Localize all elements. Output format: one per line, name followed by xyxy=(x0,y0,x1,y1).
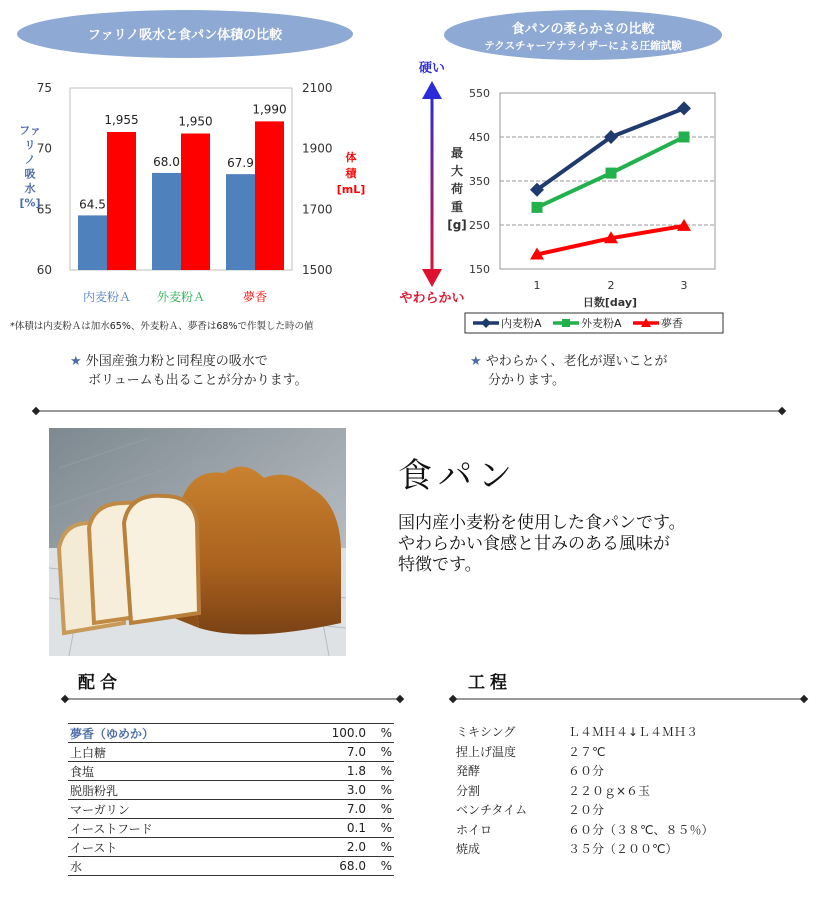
process-value: ２０分 xyxy=(568,803,605,818)
soft-label: やわらかい xyxy=(399,291,465,306)
recipe-ingredient: マーガリン xyxy=(68,800,304,819)
recipe-unit: % xyxy=(368,819,394,838)
process-row xyxy=(456,820,713,840)
arrow-down-icon xyxy=(422,269,442,287)
recipe-amount: 7.0 xyxy=(304,743,368,762)
recipe-unit: % xyxy=(368,857,394,876)
left-tick-label: 65 xyxy=(36,202,52,217)
legend-label: 外麦粉A xyxy=(581,317,622,330)
left-axis-label: ファ xyxy=(19,124,41,137)
recipe-row xyxy=(68,724,394,743)
data-point xyxy=(679,132,690,143)
category-label: 夢香 xyxy=(242,290,268,304)
recipe-unit: % xyxy=(368,762,394,781)
data-point xyxy=(677,101,691,115)
process-value: ６０分 xyxy=(568,764,605,779)
product-description-line-1: 国内産小麦粉を使用した食パンです。 xyxy=(398,513,686,533)
volume-data-label: 1,990 xyxy=(252,102,287,117)
left-tick-label: 70 xyxy=(36,141,52,156)
process-row xyxy=(456,800,713,820)
process-step: 発酵 xyxy=(456,764,481,779)
left-axis-label: リ xyxy=(24,138,36,152)
section-divider xyxy=(30,404,790,418)
right-note-line-1: やわらかく、老化が遅いことが xyxy=(485,354,668,369)
recipe-unit: % xyxy=(368,838,394,857)
recipe-row xyxy=(68,838,394,857)
right-tick-label: 1900 xyxy=(302,141,333,156)
bar-chart xyxy=(0,70,400,310)
y-axis-label: 重 xyxy=(450,200,464,214)
process-row xyxy=(456,742,713,762)
data-point xyxy=(532,202,543,213)
volume-bar xyxy=(255,121,284,270)
product-description xyxy=(398,513,686,576)
recipe-heading: 配合 xyxy=(78,673,122,693)
y-axis-label: 大 xyxy=(450,164,464,178)
legend-label: 夢香 xyxy=(661,317,683,330)
line-chart xyxy=(395,55,820,340)
recipe-ingredient: 夢香（ゆめか） xyxy=(68,724,304,743)
process-row xyxy=(456,761,713,781)
recipe-row xyxy=(68,800,394,819)
recipe-ingredient: 食塩 xyxy=(68,762,304,781)
x-tick-label: 2 xyxy=(607,279,615,292)
left-axis-label: 水 xyxy=(24,182,36,195)
bar-chart-title: ファリノ吸水と食パン体積の比較 xyxy=(87,28,283,43)
process-value: ６０分（３８℃、８５％） xyxy=(568,822,714,837)
left-note-line-2: ボリュームも出ることが分かります。 xyxy=(88,373,308,388)
process-value: Ｌ４ＭＨ４↓Ｌ４ＭＨ３ xyxy=(568,725,699,740)
recipe-amount: 0.1 xyxy=(304,819,368,838)
recipe-row xyxy=(68,857,394,876)
recipe-row xyxy=(68,781,394,800)
process-step: 捏上げ温度 xyxy=(456,744,517,759)
recipe-table xyxy=(68,723,394,876)
x-tick-label: 1 xyxy=(533,279,541,292)
recipe-ingredient: イーストフード xyxy=(68,819,304,838)
line-chart-title: 食パンの柔らかさの比較 xyxy=(511,22,655,37)
recipe-amount: 68.0 xyxy=(304,857,368,876)
y-tick-label: 450 xyxy=(469,131,490,144)
process-value: ２２０ｇ×６玉 xyxy=(568,783,651,798)
right-tick-label: 2100 xyxy=(302,81,333,95)
category-label: 内麦粉Ａ xyxy=(82,290,132,304)
right-note-line-2: 分かります。 xyxy=(488,373,565,388)
right-note xyxy=(470,352,668,390)
bread-photo xyxy=(49,428,346,656)
absorb-bar xyxy=(78,215,107,270)
line-chart-banner xyxy=(442,8,724,62)
absorb-bar xyxy=(226,174,255,270)
recipe-ingredient: 脱脂粉乳 xyxy=(68,781,304,800)
left-note xyxy=(70,352,308,390)
process-row xyxy=(456,722,713,742)
recipe-ingredient: 水 xyxy=(68,857,304,876)
recipe-row xyxy=(68,743,394,762)
recipe-unit: % xyxy=(368,781,394,800)
right-axis-label: [mL] xyxy=(336,183,366,196)
absorb-data-label: 67.9 xyxy=(227,156,254,171)
bar-chart-footnote: *体積は内麦粉Ａは加水65%、外麦粉Ａ、夢香は68%で作製した時の値 xyxy=(10,321,314,332)
product-title: 食パン xyxy=(398,456,518,496)
recipe-unit: % xyxy=(368,743,394,762)
arrow-up-icon xyxy=(422,81,442,99)
x-axis-label: 日数[day] xyxy=(582,296,638,309)
right-tick-label: 1700 xyxy=(302,202,333,217)
process-divider xyxy=(448,693,810,705)
process-value: ２７℃ xyxy=(568,744,606,759)
right-axis-label: 体 xyxy=(345,151,357,164)
left-tick-label: 75 xyxy=(36,81,52,95)
y-tick-label: 250 xyxy=(469,219,490,232)
y-tick-label: 150 xyxy=(469,263,490,276)
process-step: ホイロ xyxy=(456,822,493,837)
recipe-ingredient: イースト xyxy=(68,838,304,857)
process-row xyxy=(456,839,713,859)
recipe-unit: % xyxy=(368,724,394,743)
recipe-row xyxy=(68,762,394,781)
process-row xyxy=(456,781,713,801)
y-axis-label: 最 xyxy=(450,146,464,160)
legend-marker xyxy=(562,319,570,327)
right-tick-label: 1500 xyxy=(302,263,333,277)
hardness-arrow xyxy=(431,95,434,273)
recipe-unit: % xyxy=(368,800,394,819)
right-axis-label: 積 xyxy=(345,167,357,180)
recipe-divider xyxy=(60,693,406,705)
recipe-ingredient: 上白糖 xyxy=(68,743,304,762)
star-icon: ★ xyxy=(70,354,82,369)
recipe-amount: 3.0 xyxy=(304,781,368,800)
star-icon: ★ xyxy=(470,354,482,369)
recipe-amount: 7.0 xyxy=(304,800,368,819)
process-value: ３５分（２００℃） xyxy=(568,842,678,857)
bar-chart-banner xyxy=(15,8,355,60)
legend-label: 内麦粉A xyxy=(501,317,542,330)
y-tick-label: 550 xyxy=(469,87,490,100)
process-step: ミキシング xyxy=(456,725,516,740)
x-tick-label: 3 xyxy=(680,279,688,292)
line-chart-subtitle: テクスチャーアナライザーによる圧縮試験 xyxy=(484,40,682,52)
recipe-row xyxy=(68,819,394,838)
left-tick-label: 60 xyxy=(36,263,52,277)
recipe-amount: 100.0 xyxy=(304,724,368,743)
process-step: 焼成 xyxy=(456,842,481,857)
y-tick-label: 350 xyxy=(469,175,490,188)
left-axis-label: ノ xyxy=(24,153,36,166)
y-axis-label: 荷 xyxy=(450,182,464,196)
left-note-line-1: 外国産強力粉と同程度の吸水で xyxy=(85,354,268,369)
recipe-amount: 2.0 xyxy=(304,838,368,857)
absorb-data-label: 68.0 xyxy=(153,154,180,169)
volume-bar xyxy=(181,134,210,271)
absorb-bar xyxy=(152,173,181,270)
hard-label: 硬い xyxy=(418,61,446,76)
y-axis-label: [g] xyxy=(447,218,467,232)
left-axis-label: [%] xyxy=(19,196,41,210)
category-label: 外麦粉Ａ xyxy=(156,290,206,304)
product-description-line-3: 特徴です。 xyxy=(398,555,482,575)
process-step: ベンチタイム xyxy=(456,803,528,818)
volume-bar xyxy=(107,132,136,270)
process-step: 分割 xyxy=(456,783,481,798)
process-table xyxy=(456,722,713,859)
absorb-data-label: 64.5 xyxy=(79,197,106,212)
product-description-line-2: やわらかい食感と甘みのある風味が xyxy=(398,534,670,554)
recipe-amount: 1.8 xyxy=(304,762,368,781)
volume-data-label: 1,950 xyxy=(178,114,213,129)
process-heading: 工程 xyxy=(468,673,512,693)
data-point xyxy=(606,168,617,179)
volume-data-label: 1,955 xyxy=(104,112,139,127)
left-axis-label: 吸 xyxy=(24,167,36,181)
